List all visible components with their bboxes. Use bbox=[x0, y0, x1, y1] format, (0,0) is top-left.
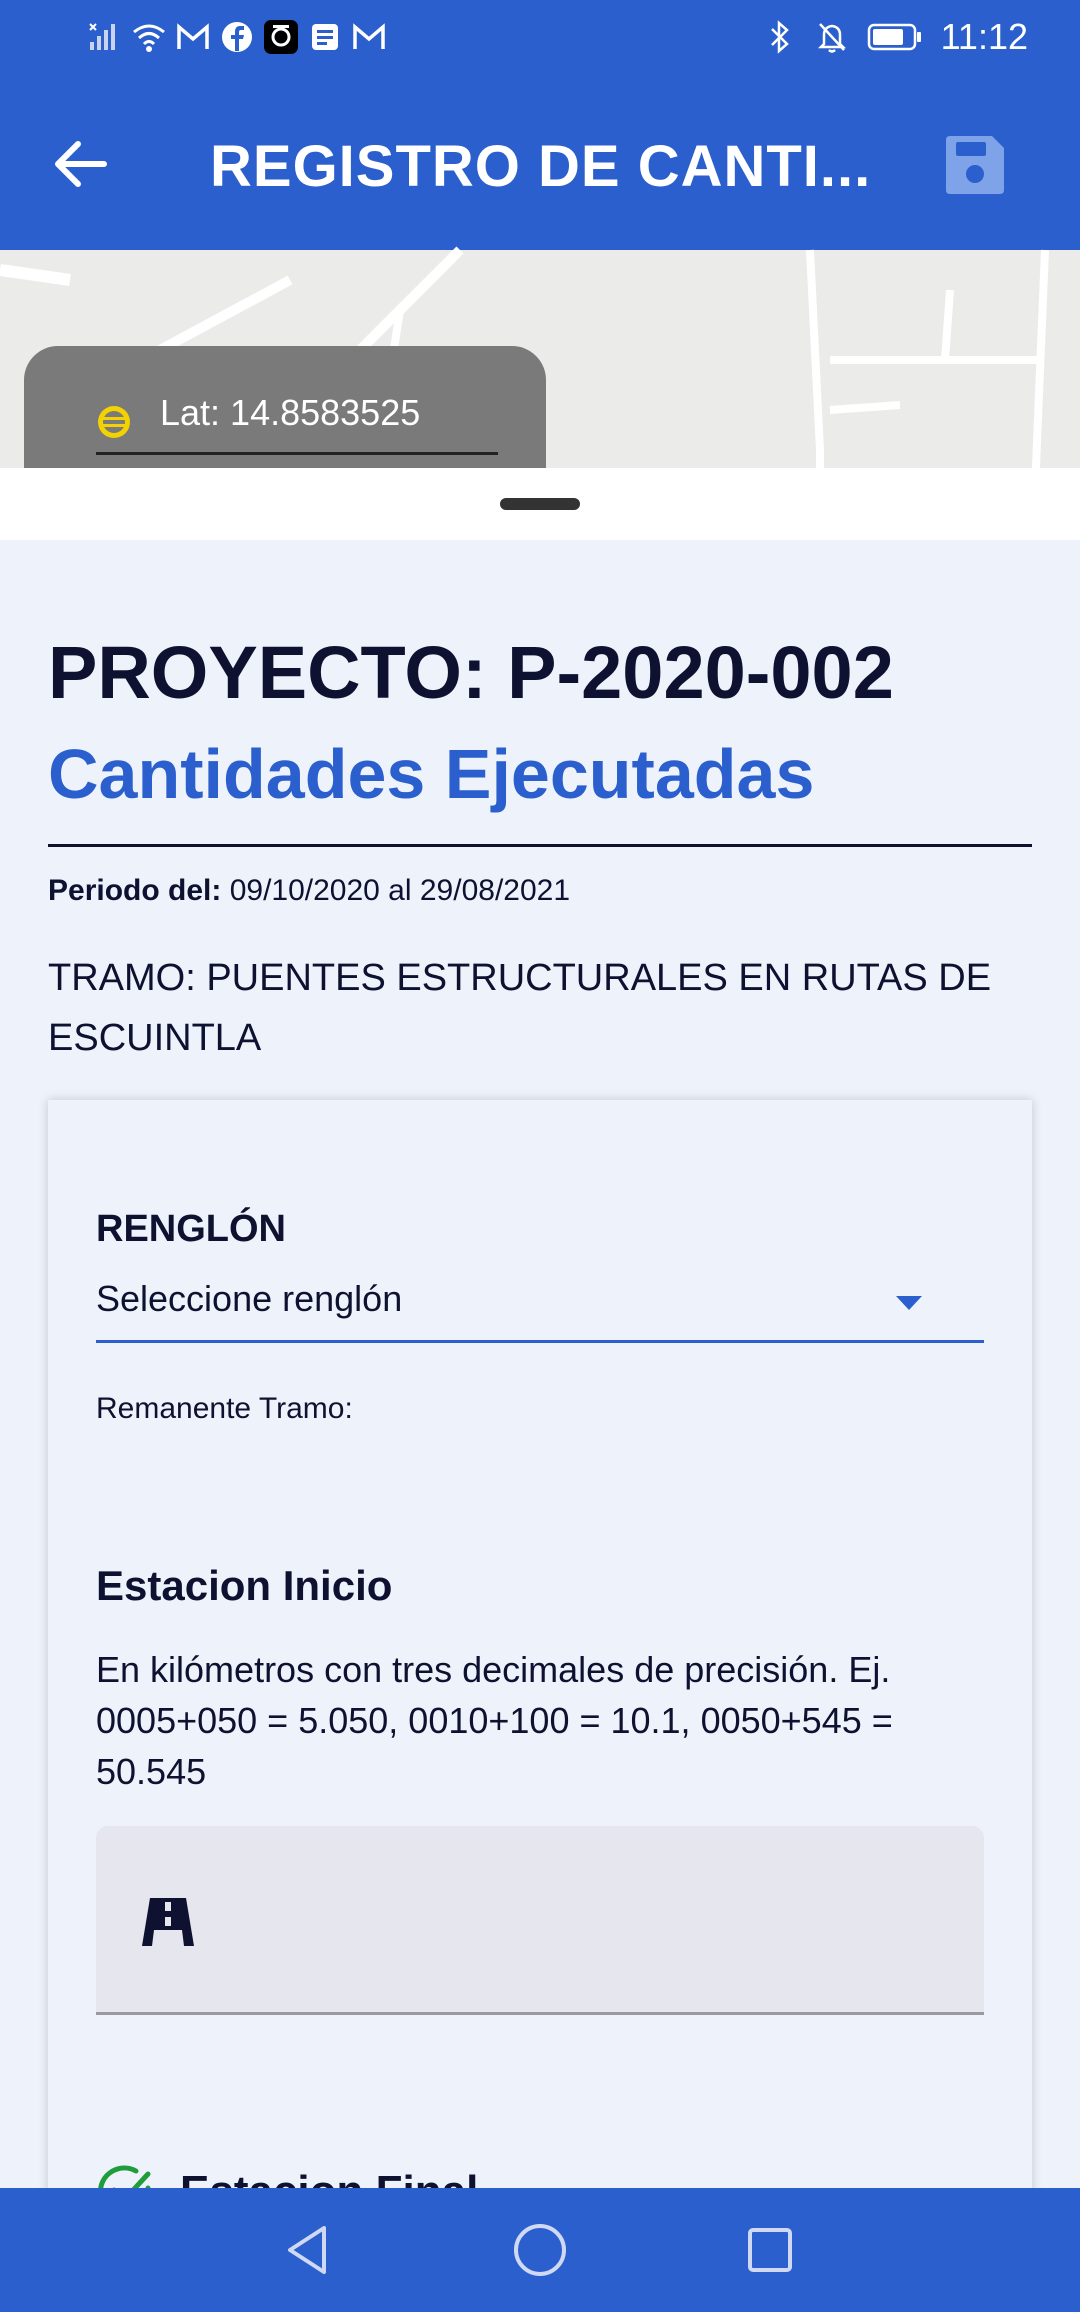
status-bar bbox=[0, 0, 1080, 80]
gmail-icon bbox=[352, 20, 386, 54]
bottom-sheet bbox=[0, 468, 1080, 2188]
news-icon bbox=[308, 20, 342, 54]
signal-off-icon bbox=[88, 20, 122, 54]
estacion-inicio-help: En kilómetros con tres decimales de precisión. Ej. 0005+050 = 5.050, 0010+100 = 10.1, 0050+545 = 50.545 bbox=[96, 1649, 893, 1792]
remanente-label: Remanente Tramo: bbox=[96, 1392, 353, 1425]
form-card bbox=[48, 1100, 1032, 2230]
facebook-icon bbox=[220, 20, 254, 54]
renglon-label: RENGLÓN bbox=[96, 1208, 286, 1250]
recents-square-icon bbox=[738, 2269, 802, 2286]
back-triangle-icon bbox=[276, 2269, 340, 2286]
estacion-inicio-label: Estacion Inicio bbox=[96, 1562, 393, 1609]
wifi-icon bbox=[132, 20, 166, 54]
gmail-icon bbox=[176, 20, 210, 54]
estacion-inicio-input[interactable] bbox=[96, 1826, 984, 2015]
nav-recents-button[interactable] bbox=[738, 2218, 802, 2282]
page-subtitle: Cantidades Ejecutadas bbox=[48, 735, 815, 813]
battery-icon bbox=[867, 20, 923, 54]
road-icon bbox=[140, 1896, 196, 1948]
status-system-icons bbox=[763, 16, 1028, 58]
nav-home-button[interactable] bbox=[508, 2218, 572, 2282]
title-divider bbox=[48, 844, 1032, 847]
status-notification-icons bbox=[88, 20, 386, 54]
drag-handle[interactable] bbox=[500, 498, 580, 510]
period-value: 09/10/2020 al 29/08/2021 bbox=[229, 874, 571, 907]
bell-off-icon bbox=[815, 20, 849, 54]
nav-back-button[interactable] bbox=[276, 2218, 340, 2282]
bluetooth-icon bbox=[763, 20, 797, 54]
home-circle-icon bbox=[508, 2269, 572, 2286]
period-label: Periodo del: bbox=[48, 874, 222, 907]
app-bar bbox=[0, 80, 1080, 250]
system-nav-bar bbox=[0, 2188, 1080, 2312]
save-button[interactable] bbox=[942, 132, 1008, 198]
status-time: 11:12 bbox=[940, 16, 1028, 57]
back-button[interactable] bbox=[48, 132, 112, 196]
app-title: REGISTRO DE CANTI... bbox=[210, 134, 872, 199]
dropdown-arrow-icon bbox=[896, 1296, 922, 1310]
period-info bbox=[48, 874, 570, 908]
renglon-select[interactable] bbox=[96, 1260, 984, 1343]
tramo-text: TRAMO: PUENTES ESTRUCTURALES EN RUTAS DE ESCUINTLA bbox=[48, 957, 992, 1059]
map-view[interactable] bbox=[0, 250, 1080, 490]
latitude-text: Lat: 14.8583525 bbox=[160, 392, 421, 433]
renglon-select-placeholder: Seleccione renglón bbox=[96, 1278, 403, 1319]
floppy-save-icon bbox=[942, 185, 1008, 202]
coordinate-divider bbox=[96, 452, 498, 455]
location-level-icon bbox=[96, 404, 132, 440]
project-title: PROYECTO: P-2020-002 bbox=[48, 631, 894, 714]
camera-app-icon bbox=[264, 20, 298, 54]
arrow-left-icon bbox=[48, 183, 112, 200]
